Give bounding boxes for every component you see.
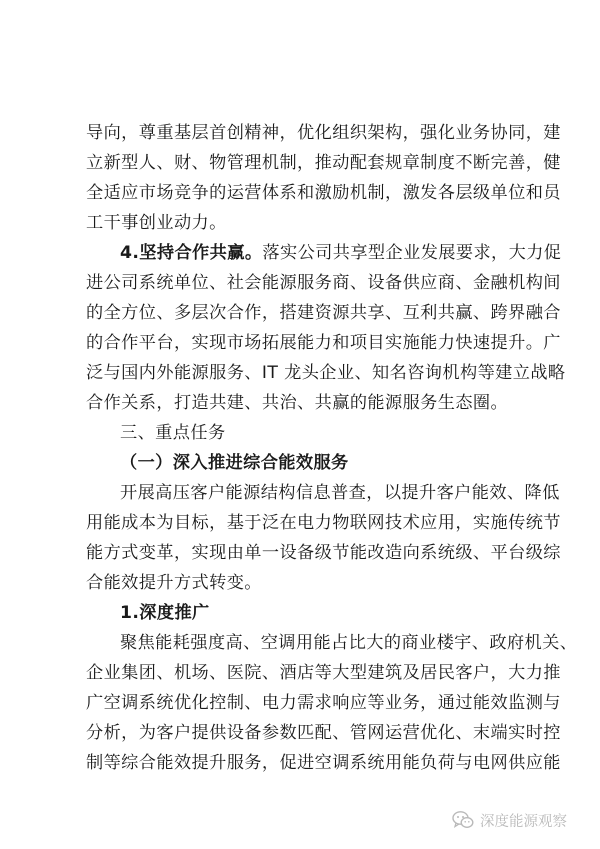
text-line: 聚焦能耗强度高、空调用能占比大的商业楼宇、政府机关、 xyxy=(120,633,578,653)
text-line: 企业集团、机场、医院、酒店等大型建筑及居民客户，大力推 xyxy=(86,663,561,683)
text-line: 全适应市场竞争的运营体系和激励机制，激发各层级单位和员 xyxy=(86,183,561,203)
text-line: 能方式变革，实现由单一设备级节能改造向系统级、平台级综 xyxy=(86,543,561,563)
text-line: 用能成本为目标，基于泛在电力物联网技术应用，实施传统节 xyxy=(86,513,561,533)
paragraph-4 xyxy=(86,628,578,778)
text-line: 进公司系统单位、社会能源服务商、设备供应商、金融机构间 xyxy=(86,273,561,293)
section-heading xyxy=(86,418,530,448)
text-line: 泛与国内外能源服务、IT 龙头企业、知名咨询机构等建立战略 xyxy=(86,363,566,383)
text-line: 制等综合能效提升服务，促进空调系统用能负荷与电网供应能 xyxy=(86,753,561,773)
text-line: 立新型人、财、物管理机制，推动配套规章制度不断完善，健 xyxy=(86,153,561,173)
text-line: 工干事创业动力。 xyxy=(86,213,227,233)
subsection-heading xyxy=(86,448,530,478)
wechat-icon xyxy=(452,810,474,830)
text-line: 合能效提升方式转变。 xyxy=(86,573,262,593)
text-run: 落实公司共享型企业发展要求，大力促 xyxy=(262,243,562,263)
text-line xyxy=(86,238,562,268)
text-line: 的合作平台，实现市场拓展能力和项目实施能力快速提升。广 xyxy=(86,333,561,353)
text-line: 合作关系，打造共建、共治、共赢的能源服务生态圈。 xyxy=(86,393,509,413)
paragraph-1 xyxy=(86,118,561,238)
paragraph-3 xyxy=(86,478,561,598)
subsection-title: （一）深入推进综合能效服务 xyxy=(120,453,349,473)
document-body xyxy=(86,118,578,778)
text-line: 导向，尊重基层首创精神，优化组织架构，强化业务协同，建 xyxy=(86,123,561,143)
text-line: 分析，为客户提供设备参数匹配、管网运营优化、末端实时控 xyxy=(86,723,561,743)
item-title: 1.深度推广 xyxy=(120,603,210,623)
text-line: 开展高压客户能源结构信息普查，以提升客户能效、降低 xyxy=(120,483,560,503)
item-heading xyxy=(86,598,530,628)
text-line: 的全方位、多层次合作，搭建资源共享、互利共赢、跨界融合 xyxy=(86,303,561,323)
text-line: 广空调系统优化控制、电力需求响应等业务，通过能效监测与 xyxy=(86,693,561,713)
section-title: 三、重点任务 xyxy=(120,423,226,443)
principle-heading: 4.坚持合作共赢。 xyxy=(120,243,263,263)
paragraph-2 xyxy=(86,238,566,418)
watermark xyxy=(452,808,567,832)
watermark-text: 深度能源观察 xyxy=(480,813,567,830)
